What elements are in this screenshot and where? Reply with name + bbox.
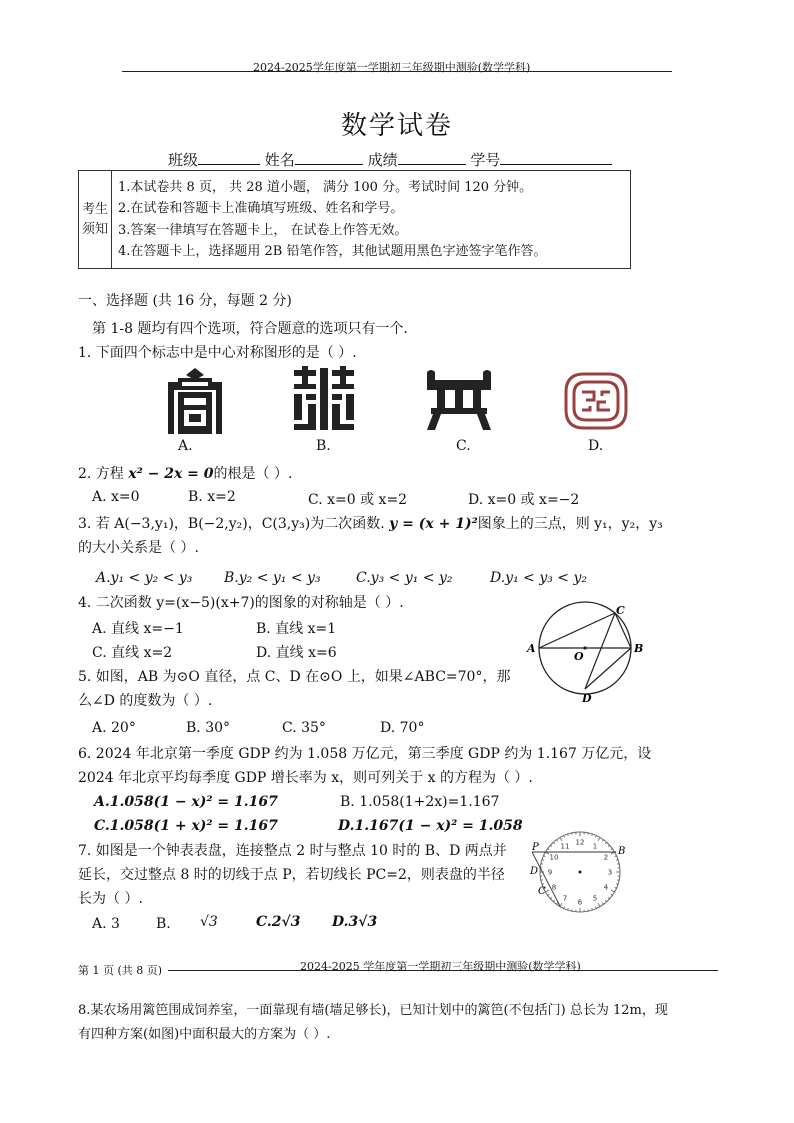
label-c: C xyxy=(616,604,625,617)
score-blank[interactable] xyxy=(398,150,466,165)
question-5-line1: 5. 如图，AB 为⊙O 直径，点 C、D 在⊙O 上，如果∠ABC=70°，那 xyxy=(78,669,511,685)
notice-item: 2.在试卷和答题卡上准确填写班级、姓名和学号。 xyxy=(118,201,404,216)
clock-number: 9 xyxy=(547,868,553,877)
clock-tick xyxy=(615,856,617,857)
option-c[interactable]: C.y₃ < y₁ < y₂ xyxy=(356,570,453,586)
clock-tick xyxy=(611,849,613,850)
logo-a-icon[interactable] xyxy=(164,366,226,434)
option-b-value: √3 xyxy=(200,914,218,930)
clock-tick xyxy=(615,888,617,889)
option-c[interactable]: C. 直线 x=2 xyxy=(92,645,173,661)
clock-number: 8 xyxy=(551,883,557,892)
notice-items xyxy=(112,171,631,269)
clock-tick xyxy=(550,845,552,846)
option-b[interactable]: B. 30° xyxy=(186,720,231,736)
option-d[interactable]: D. 直线 x=6 xyxy=(256,645,337,661)
clock-tick xyxy=(564,907,565,909)
label-b: B xyxy=(634,642,644,655)
clock-tick xyxy=(608,897,610,898)
clock-number: 2 xyxy=(603,853,609,862)
clock-number: 5 xyxy=(592,894,598,903)
clock-tick xyxy=(598,903,600,906)
clock-tick xyxy=(605,842,606,844)
logo-a-label: A. xyxy=(178,438,193,454)
name-label: 姓名 xyxy=(264,151,295,169)
logo-b-icon[interactable] xyxy=(292,366,356,432)
header-rule xyxy=(122,71,672,72)
question-8-line2: 有四种方案(如图)中面积最大的方案为（ ）. xyxy=(78,1027,331,1042)
clock-tick xyxy=(602,840,603,842)
student-info-fields xyxy=(168,149,612,170)
notice-label: 考生 须知 xyxy=(79,171,112,269)
q5-circle-figure xyxy=(526,604,644,704)
logo-d-icon[interactable] xyxy=(564,372,628,430)
clock-tick xyxy=(557,840,558,842)
question-1-stem: 1. 下面四个标志中是中心对称图形的是（ ）. xyxy=(78,345,357,361)
clock-number: 6 xyxy=(577,898,583,907)
question-2-stem: 2. 方程 x² − 2x = 0的根是（ ）. xyxy=(78,466,293,482)
logo-d-label: D. xyxy=(588,438,604,454)
q7-clock-figure xyxy=(530,830,630,914)
logo-c-icon[interactable] xyxy=(425,368,493,430)
question-3-line2: 的大小关系是（ ）. xyxy=(78,540,199,556)
clock-tick xyxy=(608,845,610,846)
question-7-line2: 延长，交过整点 8 时的切线于点 P，若切线长 PC=2，则表盘的半径 xyxy=(78,867,505,883)
clock-tick xyxy=(557,903,558,905)
label-p: P xyxy=(532,842,539,853)
clock-tick xyxy=(553,900,554,902)
option-a[interactable]: A. 3 xyxy=(92,916,120,932)
clock-tick xyxy=(560,837,562,840)
question-3-line1: 3. 若 A(−3,y₁)，B(−2,y₂)，C(3,y₃)为二次函数. y = (x + 1)²图象上的三点，则 y₁，y₂，y₃ xyxy=(78,516,663,532)
class-label: 班级 xyxy=(168,151,199,169)
option-a[interactable]: A.1.058(1 − x)² = 1.167 xyxy=(94,794,278,810)
clock-tick xyxy=(548,849,550,850)
question-5-line2: 么∠D 的度数为（ ）. xyxy=(78,693,213,709)
notice-item: 4.在答题卡上，选择题用 2B 铅笔作答，其他试题用黑色字迹签字笔作答。 xyxy=(118,244,547,259)
option-c[interactable]: C. 35° xyxy=(282,720,326,736)
section-intro: 第 1-8 题均有四个选项，符合题意的选项只有一个. xyxy=(92,321,408,337)
function: y = (x + 1)² xyxy=(389,516,478,532)
logo-b-label: B. xyxy=(316,438,331,454)
section-heading: 一、选择题 (共 16 分，每题 2 分) xyxy=(78,293,292,309)
name-blank[interactable] xyxy=(295,150,363,165)
logo-c-label: C. xyxy=(456,438,471,454)
option-c[interactable]: C.2√3 xyxy=(256,914,301,930)
option-b[interactable]: B. 直线 x=1 xyxy=(256,621,337,637)
label-c: C xyxy=(538,886,546,897)
clock-number: 7 xyxy=(562,894,568,903)
clock-tick xyxy=(602,903,603,905)
option-d[interactable]: D.y₁ < y₃ < y₂ xyxy=(490,570,588,586)
clock-tick xyxy=(550,897,552,898)
notice-item: 3.答案一律填写在答题卡上， 在试卷上作答无效。 xyxy=(118,222,408,238)
class-blank[interactable] xyxy=(198,150,260,165)
option-b[interactable]: B. xyxy=(156,916,171,932)
option-d[interactable]: D. 70° xyxy=(380,720,425,736)
option-d[interactable]: D.1.167(1 − x)² = 1.058 xyxy=(338,818,523,834)
clock-tick xyxy=(611,894,613,895)
option-b[interactable]: B. 1.058(1+2x)=1.167 xyxy=(340,794,500,810)
clock-number: 1 xyxy=(592,842,598,851)
clock-number: 12 xyxy=(575,838,585,847)
clock-tick xyxy=(611,890,614,892)
option-b[interactable]: B.y₂ < y₁ < y₃ xyxy=(224,570,321,586)
clock-tick xyxy=(564,836,565,838)
question-7-line1: 7. 如图是一个钟表表盘，连接整点 2 时与整点 10 时的 B、D 两点并 xyxy=(78,843,507,859)
clock-tick xyxy=(596,836,597,838)
exam-notice-box xyxy=(78,170,631,269)
clock-tick xyxy=(548,894,550,895)
option-b[interactable]: B. x=2 xyxy=(188,489,236,505)
clock-tick xyxy=(598,837,600,840)
page-title: 数学试卷 xyxy=(341,111,454,141)
clock-number: 4 xyxy=(603,883,609,892)
clock-tick xyxy=(560,903,562,906)
clock-tick xyxy=(596,907,597,909)
option-a[interactable]: A. x=0 xyxy=(92,489,140,505)
clock-tick xyxy=(605,900,606,902)
question-6-line1: 6. 2024 年北京第一季度 GDP 约为 1.058 万亿元，第三季度 GDP 约为 1.167 万亿元，设 xyxy=(78,746,652,762)
equation: x² − 2x = 0 xyxy=(128,466,214,482)
clock-tick xyxy=(544,856,546,857)
label-o: O xyxy=(574,650,584,663)
label-d: D xyxy=(530,866,539,877)
footer-running-title: 2024-2025 学年度第一学期初三年级期中测验(数学学科) xyxy=(300,960,581,973)
running-header: 2024-2025学年度第一学期初三年级期中测验(数学学科) xyxy=(253,61,531,74)
option-d[interactable]: D.3√3 xyxy=(332,914,378,930)
student-no-blank[interactable] xyxy=(500,150,612,165)
student-no-label: 学号 xyxy=(470,151,501,169)
option-a[interactable]: A. 20° xyxy=(92,720,136,736)
option-d[interactable]: D. x=0 或 x=−2 xyxy=(468,492,580,508)
clock-tick xyxy=(553,842,554,844)
option-a[interactable]: A. 直线 x=−1 xyxy=(92,621,184,637)
option-c[interactable]: C.1.058(1 + x)² = 1.167 xyxy=(94,818,278,834)
score-label: 成绩 xyxy=(367,151,398,169)
label-b: B xyxy=(618,846,626,857)
question-6-line2: 2024 年北京平均每季度 GDP 增长率为 x，则可列关于 x 的方程为（ ）. xyxy=(78,770,533,786)
question-4-stem: 4. 二次函数 y=(x−5)(x+7)的图象的对称轴是（ ）. xyxy=(78,595,404,611)
label-d: D xyxy=(582,692,592,705)
clock-number: 11 xyxy=(560,842,570,851)
label-a: A xyxy=(527,642,536,655)
page-number: 第 1 页 (共 8 页) xyxy=(78,964,163,977)
clock-number: 10 xyxy=(549,853,559,862)
clock-number: 3 xyxy=(607,868,613,877)
question-8-line1: 8.某农场用篱笆围成饲养室，一面靠现有墙(墙足够长)，已知计划中的篱笆(不包括门) 总长为 12m，现 xyxy=(78,1003,668,1018)
notice-item: 1.本试卷共 8 页， 共 28 道小题， 满分 100 分。考试时间 120 分钟。 xyxy=(118,179,533,195)
clock-tick xyxy=(545,890,548,892)
option-c[interactable]: C. x=0 或 x=2 xyxy=(308,492,408,508)
option-a[interactable]: A.y₁ < y₂ < y₃ xyxy=(96,570,193,586)
question-7-line3: 长为（ ）. xyxy=(78,891,143,907)
